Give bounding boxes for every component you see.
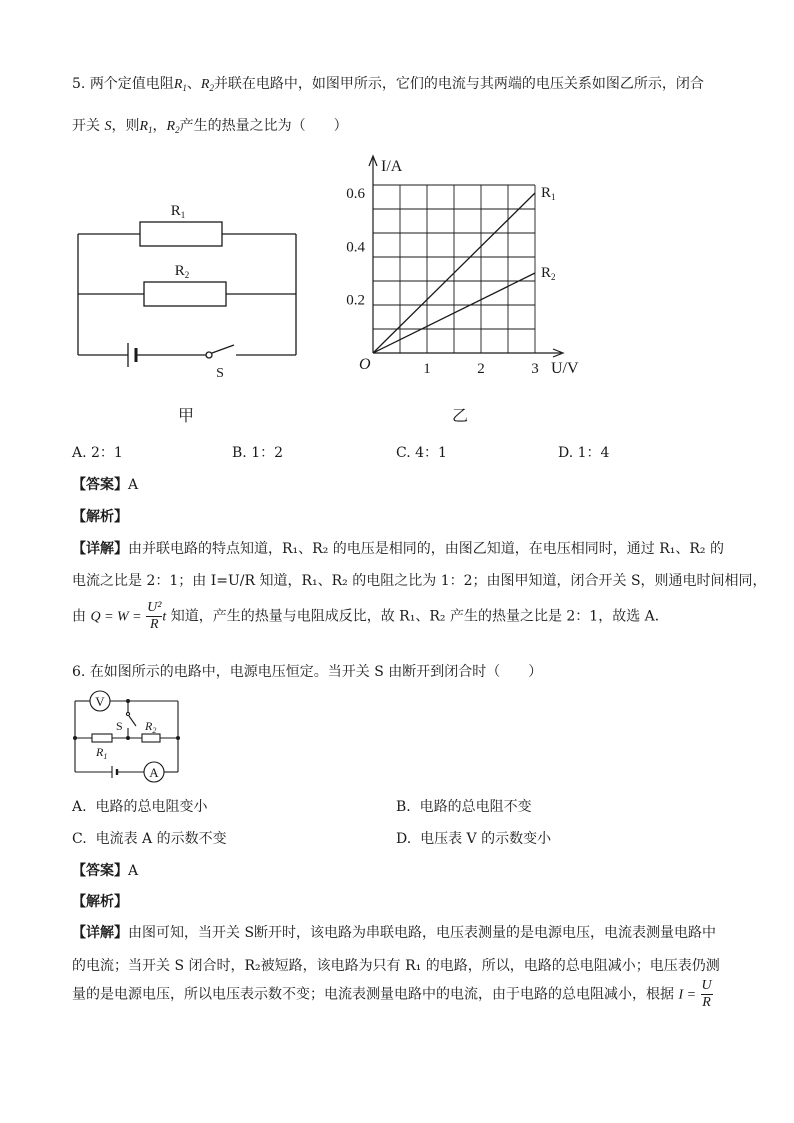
chart-y-tick-label: 0.2 bbox=[346, 292, 365, 309]
chart-y-axis-label: I/A bbox=[381, 158, 403, 175]
chart-axes bbox=[369, 156, 563, 357]
q6-ammeter-label: A bbox=[149, 765, 159, 780]
q6-ohm-fraction: $\frac{U}{R}$ bbox=[701, 978, 712, 1010]
q5-r1-label: $R_1$ bbox=[170, 203, 186, 220]
q5-answer: 【答案】A bbox=[72, 477, 139, 493]
q5-option-d[interactable]: D. 1：4 bbox=[558, 445, 610, 461]
q6-r1-label: $R_1$ bbox=[96, 745, 108, 761]
q6-r2-label: $R_2$ bbox=[145, 719, 157, 735]
q5-detail-line3: 由 Q = W = $\frac{\text{U²}}{R}$ t 知道，产生的热量与电阻成反比，故 R₁、R₂ 产生的热量之比是 2：1，故选 A． bbox=[72, 600, 669, 632]
q5-option-a[interactable]: A. 2：1 bbox=[72, 445, 123, 461]
q5-r1-var: $R_1$ bbox=[173, 77, 187, 93]
q6-detail-line2: 的电流；当开关 S 闭合时，R₂被短路，该电路为只有 R₁ 的电路，所以，电路的总电阻减小；电压表仍测 bbox=[72, 958, 720, 974]
q6-number: 6. bbox=[72, 664, 86, 680]
q5-number: 5. bbox=[72, 76, 86, 92]
q5-r2-var: $R_2$ bbox=[200, 77, 214, 93]
q6-option-a[interactable]: A. 电路的总电阻变小 bbox=[72, 799, 208, 815]
q5-stem-text-a: 两个定值电阻 bbox=[89, 76, 174, 92]
q6-circuit-diagram bbox=[70, 688, 185, 780]
q5-iu-chart bbox=[346, 150, 595, 385]
q6-analysis-tag: 【解析】 bbox=[72, 894, 128, 910]
q6-resistor-r1 bbox=[92, 734, 112, 742]
q5-detail-line2: 电流之比是 2：1；由 I=U/R 知道，R₁、R₂ 的电阻之比为 1：2；由图甲知道，闭合开关 S，则通电时间相同， bbox=[72, 573, 767, 589]
q6-detail-line3: 量的是电源电压，所以电压表示数不变；电流表测量电路中的电流，由于电路的总电阻减小，根据 I = $\frac{U}{R}$ bbox=[72, 978, 712, 1010]
q6-detail-line1: 【详解】由图可知，当开关 S断开时，该电路为串联电路，电压表测量的是电源电压，电流表测量电路中 bbox=[72, 925, 717, 941]
q6-stem: 6. 在如图所示的电路中，电源电压恒定。当开关 S 由断开到闭合时（ ） bbox=[72, 664, 543, 680]
q6-voltmeter-label: V bbox=[95, 694, 105, 709]
q5-heat-fraction: $\frac{\text{U²}}{R}$ bbox=[147, 600, 162, 632]
chart-series-label: $R_1$ bbox=[541, 185, 556, 202]
chart-y-tick-label: 0.4 bbox=[346, 239, 365, 256]
q5-switch-label: S bbox=[216, 366, 224, 381]
q6-answer: 【答案】A bbox=[72, 863, 139, 879]
q5-stem-line1: 5. 两个定值电阻$R_1$、$R_2$并联在电路中，如图甲所示，它们的电流与其两端的电压关系如图乙所示，闭合 bbox=[72, 76, 704, 93]
q5-analysis-tag: 【解析】 bbox=[72, 509, 128, 525]
q5-resistor-r2 bbox=[144, 282, 226, 306]
q5-switch-pivot bbox=[206, 352, 212, 358]
chart-x-tick-label: 1 bbox=[423, 361, 431, 377]
chart-y-tick-label: 0.6 bbox=[346, 186, 365, 202]
chart-x-axis-label: U/V bbox=[551, 360, 579, 377]
chart-series-label: $R_2$ bbox=[541, 265, 556, 282]
q6-option-d[interactable]: D. 电压表 V 的示数变小 bbox=[396, 831, 552, 847]
chart-grid bbox=[373, 185, 535, 353]
q6-option-c[interactable]: C. 电流表 A 的示数不变 bbox=[72, 831, 227, 847]
q6-switch-blade bbox=[129, 716, 136, 726]
q5-r2-label: $R_2$ bbox=[174, 263, 190, 280]
q5-option-c[interactable]: C. 4：1 bbox=[396, 445, 447, 461]
q5-switch-blade bbox=[212, 345, 234, 353]
q5-stem-line2: 开关 S，则$R_1$，$R_2$产生的热量之比为（ ） bbox=[72, 118, 348, 135]
chart-x-tick-label: 2 bbox=[477, 361, 485, 377]
q5-fig-right-caption: 乙 bbox=[452, 406, 469, 425]
q5-fig-left-caption: 甲 bbox=[178, 406, 195, 425]
q6-resistor-r2 bbox=[142, 734, 160, 742]
chart-x-tick-label: 3 bbox=[531, 361, 539, 377]
q5-detail-line1: 【详解】由并联电路的特点知道，R₁、R₂ 的电压是相同的，由图乙知道，在电压相同时，通过 R₁、R₂ 的 bbox=[72, 541, 724, 557]
chart-origin-label: O bbox=[359, 356, 371, 373]
q5-stem-text-b: 并联在电路中，如图甲所示，它们的电流与其两端的电压关系如图乙所示，闭合 bbox=[213, 76, 704, 92]
q5-circuit-diagram bbox=[70, 195, 305, 381]
q6-switch-label: S bbox=[116, 719, 123, 733]
q5-option-b[interactable]: B. 1：2 bbox=[232, 445, 284, 461]
q6-option-b[interactable]: B. 电路的总电阻不变 bbox=[396, 799, 532, 815]
q5-resistor-r1 bbox=[140, 222, 222, 246]
